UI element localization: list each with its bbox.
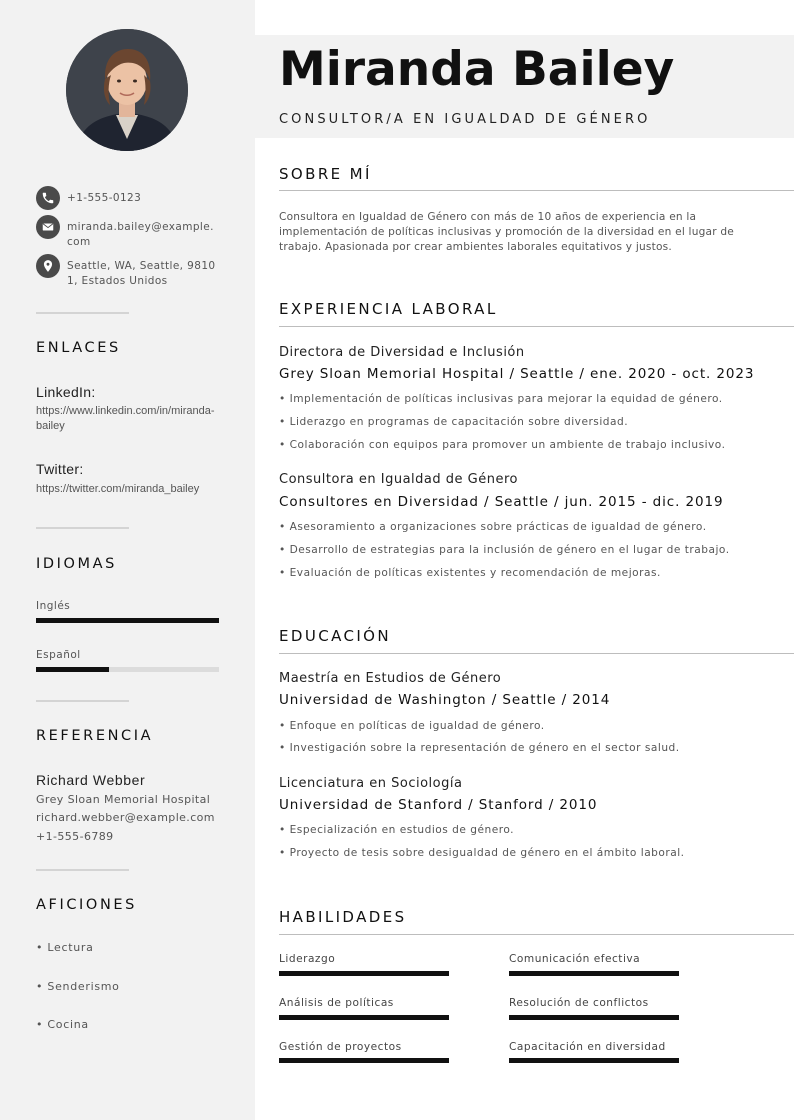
linkedin-label: LinkedIn: <box>36 384 96 400</box>
skill-name: Análisis de políticas <box>279 997 394 1009</box>
degree-title: Licenciatura en Sociología <box>279 776 463 791</box>
skill-name: Gestión de proyectos <box>279 1041 402 1053</box>
links-heading: ENLACES <box>36 340 121 356</box>
degree-subtitle: Universidad de Washington / Seattle / 2014 <box>279 692 611 708</box>
profile-photo <box>66 29 188 151</box>
sidebar-divider <box>36 700 129 702</box>
reference-heading: REFERENCIA <box>36 728 154 744</box>
sidebar-divider <box>36 527 129 529</box>
degree-subtitle: Universidad de Stanford / Stanford / 2010 <box>279 797 598 813</box>
linkedin-url[interactable]: https://www.linkedin.com/in/miranda-bailey <box>36 405 215 432</box>
twitter-label: Twitter: <box>36 461 84 477</box>
section-rule <box>279 934 794 935</box>
envelope-icon <box>36 215 60 239</box>
reference-name: Richard Webber <box>36 772 146 788</box>
skill-level-bar <box>279 1058 449 1063</box>
job-subtitle: Grey Sloan Memorial Hospital / Seattle / ene. 2020 - oct. 2023 <box>279 366 755 382</box>
job-bullet: • Implementación de políticas inclusivas para mejorar la equidad de género. <box>279 393 723 405</box>
skill-level-bar <box>509 1015 679 1020</box>
job-bullet: • Desarrollo de estrategias para la inclusión de género en el lugar de trabajo. <box>279 544 730 556</box>
degree-title: Maestría en Estudios de Género <box>279 671 502 686</box>
skills-heading: HABILIDADES <box>279 908 407 926</box>
skill-name: Capacitación en diversidad <box>509 1041 666 1053</box>
job-title: Consultora en Igualdad de Género <box>279 472 518 487</box>
language-name: Español <box>36 649 81 661</box>
skill-level-bar <box>279 971 449 976</box>
hobby-item: • Cocina <box>36 1018 89 1031</box>
phone-text: +1-555-0123 <box>67 192 142 204</box>
degree-bullet: • Enfoque en políticas de igualdad de género. <box>279 720 545 732</box>
language-level-bar <box>36 618 219 623</box>
person-name: Miranda Bailey <box>279 42 675 97</box>
person-role: CONSULTOR/A EN IGUALDAD DE GÉNERO <box>279 112 651 127</box>
skill-name: Liderazgo <box>279 953 336 965</box>
skill-level-bar <box>509 971 679 976</box>
section-rule <box>279 190 794 191</box>
address-text: Seattle, WA, Seattle, 98101, Estados Unidos <box>67 260 216 287</box>
job-bullet: • Colaboración con equipos para promover un ambiente de trabajo inclusivo. <box>279 439 726 451</box>
contact-phone <box>36 191 226 210</box>
job-bullet: • Liderazgo en programas de capacitación sobre diversidad. <box>279 416 629 428</box>
reference-company: Grey Sloan Memorial Hospital <box>36 793 211 806</box>
degree-bullet: • Especialización en estudios de género. <box>279 824 515 836</box>
job-title: Directora de Diversidad e Inclusión <box>279 345 525 360</box>
contact-address <box>36 259 226 289</box>
job-bullet: • Evaluación de políticas existentes y recomendación de mejoras. <box>279 567 661 579</box>
languages-heading: IDIOMAS <box>36 556 117 572</box>
reference-phone: +1-555-6789 <box>36 830 114 843</box>
language-name: Inglés <box>36 600 71 612</box>
language-level-fill <box>36 618 219 623</box>
experience-heading: EXPERIENCIA LABORAL <box>279 300 498 318</box>
contact-email <box>36 220 226 250</box>
skill-name: Comunicación efectiva <box>509 953 641 965</box>
location-pin-icon <box>36 254 60 278</box>
twitter-url[interactable]: https://twitter.com/miranda_bailey <box>36 483 200 495</box>
education-heading: EDUCACIÓN <box>279 627 392 645</box>
email-text[interactable]: miranda.bailey@example.com <box>67 221 214 248</box>
degree-bullet: • Proyecto de tesis sobre desigualdad de género en el ámbito laboral. <box>279 847 685 859</box>
language-level-bar <box>36 667 219 672</box>
section-rule <box>279 326 794 327</box>
about-heading: SOBRE MÍ <box>279 165 372 183</box>
hobby-item: • Senderismo <box>36 980 120 993</box>
reference-email[interactable]: richard.webber@example.com <box>36 811 215 824</box>
hobby-item: • Lectura <box>36 941 94 954</box>
skill-level-bar <box>279 1015 449 1020</box>
skill-level-bar <box>509 1058 679 1063</box>
job-bullet: • Asesoramiento a organizaciones sobre prácticas de igualdad de género. <box>279 521 707 533</box>
skill-name: Resolución de conflictos <box>509 997 649 1009</box>
hobbies-heading: AFICIONES <box>36 897 137 913</box>
about-text: Consultora en Igualdad de Género con más de 10 años de experiencia en la implementación de políticas inclusivas y promoción de la diversidad en el lugar de trabajo. Apasionada por crear ambientes laborales equitativos y justos. <box>279 211 734 253</box>
job-subtitle: Consultores en Diversidad / Seattle / jun. 2015 - dic. 2019 <box>279 494 724 510</box>
sidebar-divider <box>36 312 129 314</box>
degree-bullet: • Investigación sobre la representación de género en el sector salud. <box>279 742 680 754</box>
section-rule <box>279 653 794 654</box>
language-level-fill <box>36 667 109 672</box>
phone-icon <box>36 186 60 210</box>
sidebar-divider <box>36 869 129 871</box>
